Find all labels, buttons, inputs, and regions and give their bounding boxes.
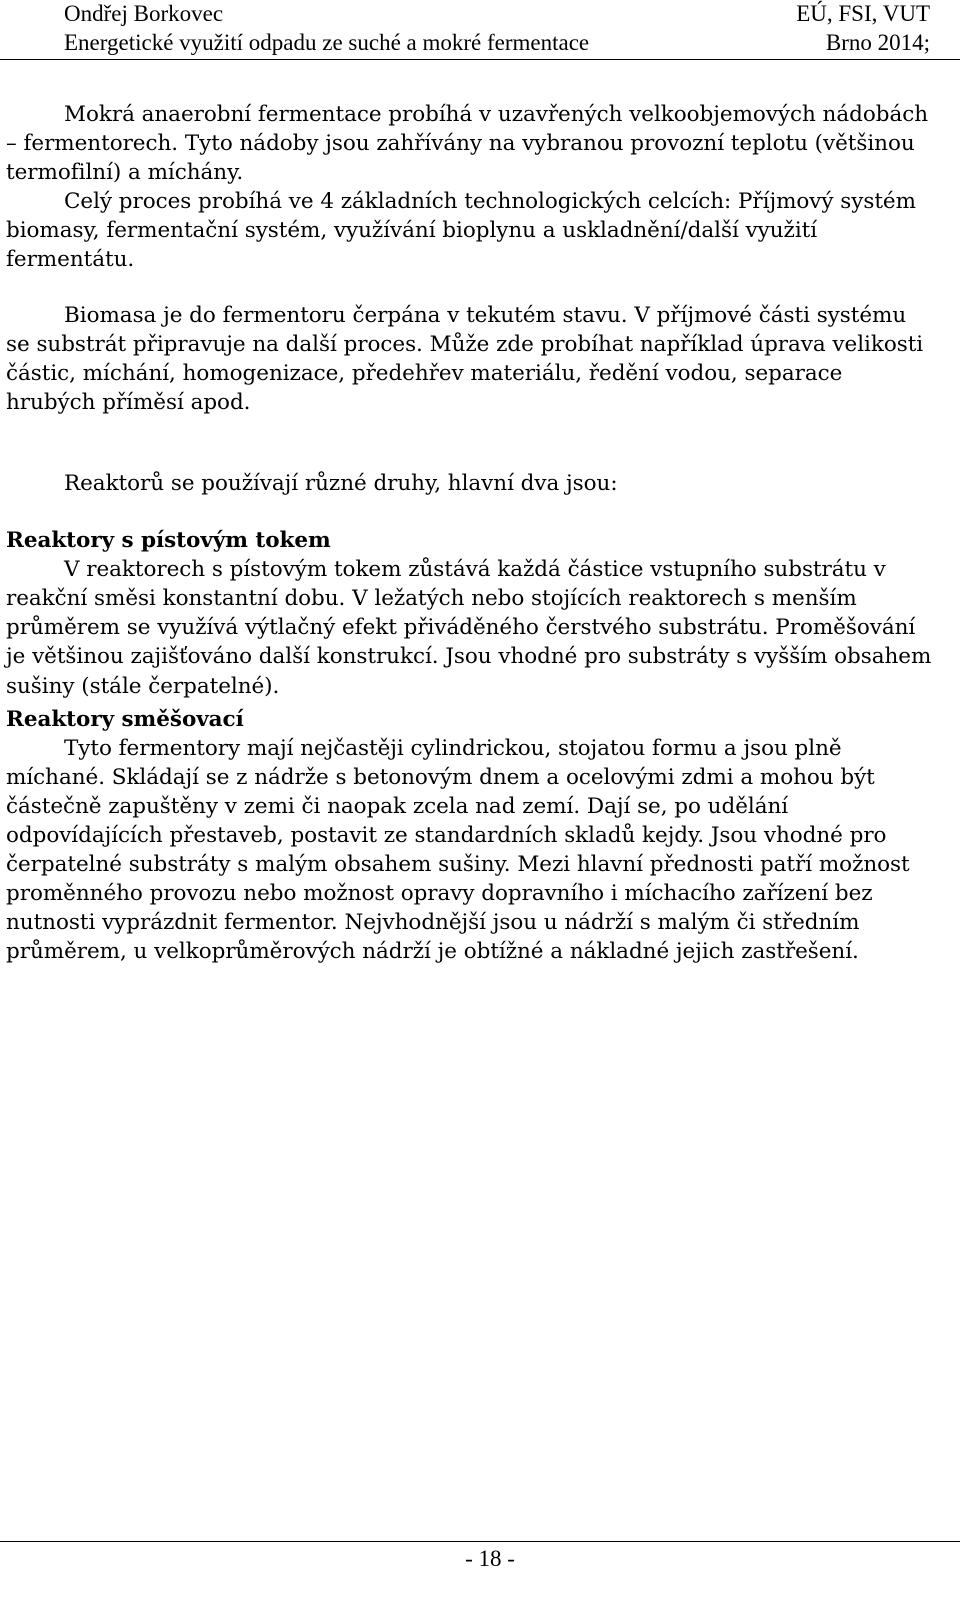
header-author: Ondřej Borkovec [64,1,224,26]
page-number: - 18 - [465,1546,515,1571]
heading-plug-flow-reactors: Reaktory s pístovým tokem [6,528,331,554]
paragraph-reactor-types: Reaktorů se používají různé druhy, hlavní dva jsou: [64,470,618,496]
header-institution: EÚ, FSI, VUT [796,1,930,26]
paragraph-plug-flow-reactors: V reaktorech s pístovým tokem zůstává každá částice vstupního substrátu v reakční směsi konstantní dobu. V ležatých nebo stojících reaktorech s menším průměrem se využívá výtlačný efekt přiváděného čerstvého substrátu. Proměšování je většinou zajišťováno další konstrukcí. Jsou vhodné pro substráty s vyšším obsahem sušiny (stále čerpatelné). [6,557,932,699]
header-row-top [64,0,930,28]
header-row-bottom [64,29,930,57]
header-thesis-title: Energetické využití odpadu ze suché a mokré fermentace [64,30,590,55]
paragraph-wet-fermentation: Mokrá anaerobní fermentace probíhá v uzavřených velkoobjemových nádobách – fermentorech. Tyto nádoby jsou zahřívány na vybranou provozní teplotu (většinou termofilní) a míchány. [6,102,929,186]
document-body [6,100,936,966]
paragraph-mixing-reactors: Tyto fermentory mají nejčastěji cylindrickou, stojatou formu a jsou plně míchané. Skládají se z nádrže s betonovým dnem a ocelovými zdmi a mohou být částečně zapuštěny v zemi či naopak zcela nad zemí. Dají se, po udělání odpovídajících přestaveb, postavit ze standardních skladů kejdy. Jsou vhodné pro čerpatelné substráty s malým obsahem sušiny. Mezi hlavní přednosti patří možnost proměnného provozu nebo možnost opravy dopravního i míchacího zařízení bez nutnosti vyprázdnit fermentor. Nejvhodnější jsou u nádrží s malým či středním průměrem, u velkoprůměrových nádrží je obtížné a nákladné jejich zastřešení. [6,735,910,965]
paragraph-process-units: Celý proces probíhá ve 4 základních technologických celcích: Příjmový systém biomasy, fermentační systém, využívání bioplynu a uskladnění/další využití fermentátu. [6,189,916,273]
header-place-year: Brno 2014; [825,30,930,55]
heading-mixing-reactors: Reaktory směšovací [6,706,244,732]
page-footer [0,1541,960,1613]
page-header [0,0,960,60]
paragraph-biomass-intake: Biomasa je do fermentoru čerpána v tekutém stavu. V příjmové části systému se substrát připravuje na další proces. Může zde probíhat například úprava velikosti částic, míchání, homogenizace, předehřev materiálu, ředění vodou, separace hrubých příměsí apod. [6,302,924,415]
